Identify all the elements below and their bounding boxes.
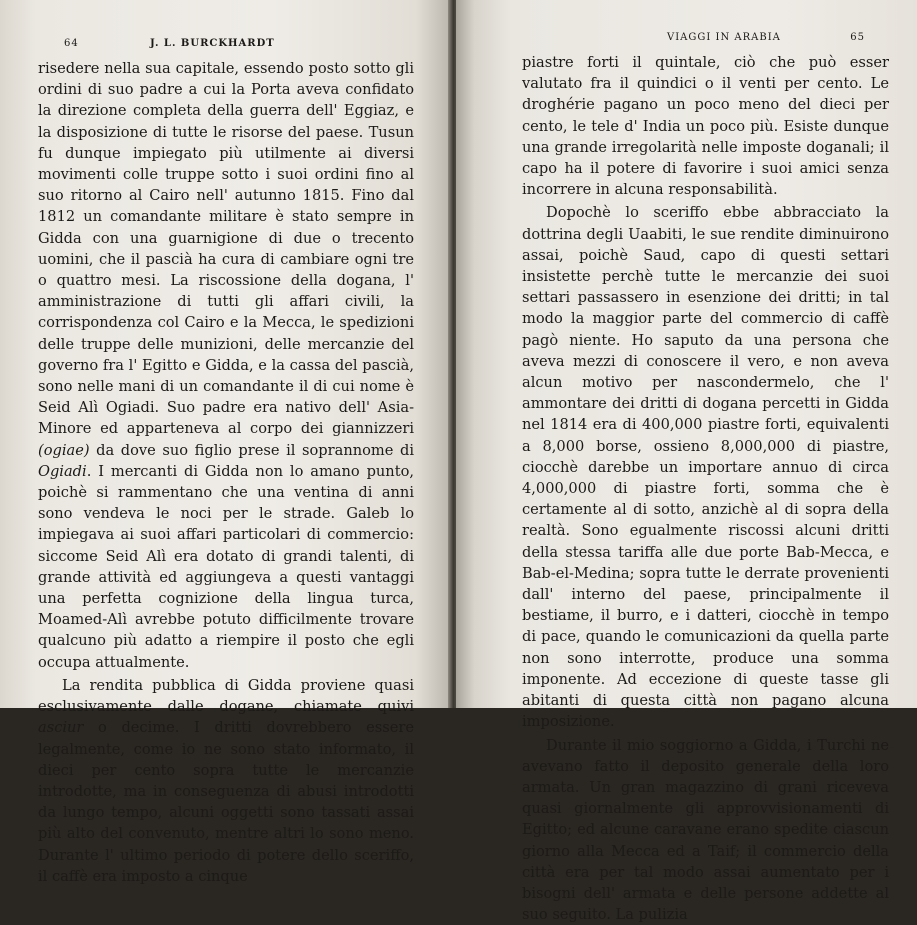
text-run: Durante il mio soggiorno a Gidda, i Turchi ne avevano fatto il deposito generale della loro armata. Un gran magazzino di grani riceveva quasi giornalmente gli approvvisionamenti di Egitto; ed alcune caravane erano spedite ciascun giorno alla Mecca ed a Taif; il commercio della città era per tal modo assai aumentato per i bisogni dell' armata e delle persone addette al suo seguito. La pulizia <box>522 737 889 924</box>
text-run: Dopochè lo sceriffo ebbe abbracciato la dottrina degli Uaabiti, le sue rendite diminuirono assai, poichè Saud, capo di questi settari insistette perchè tutte le mercanzie dei suoi settari passassero in esenzione dei dritti; in tal modo la maggior parte del commercio di caffè pagò niente. Ho saputo da una persona che aveva mezzi di conoscere il vero, e non aveva alcun motivo per nascondermelo, che l' ammontare dei dritti di dogana percetti in Gidda nel 1814 era di 400,000 piastre forti, equivalenti a 8,000 borse, ossieno 8,000,000 di piastre, ciocchè darebbe un importare annuo di circa 4,000,000 di piastre forti, somma che è certamente al di sotto, anzichè al di sopra della realtà. Sono egualmente riscossi alcuni dritti della stessa tariffa alle due porte Bab-Mecca, e Bab-el-Medina; sopra tutte le derrate provenienti dall' interno del paese, principalmente il bestiame, il burro, e i datteri, ciocchè in tempo di pace, quando le comunicazioni da quella parte non sono interrotte, produce una somma imponente. Ad eccezione di queste tasse gli abitanti di questa città non pagano alcuna imposizione. <box>522 204 889 730</box>
italic-term: Ogiadi <box>38 463 87 480</box>
left-page-number: 64 <box>64 38 79 49</box>
left-page <box>0 0 452 708</box>
text-run: . I mercanti di Gidda non lo amano punto, poichè si rammentano che una ventina di anni sono vendeva le noci per le strade. Galeb lo impiegava ai suoi affari particolari di commercio: siccome Seid Alì era dotato di grandi talenti, di grande attività ed aggiungeva a questi vantaggi una perfetta cognizione della lingua turca, Moamed-Alì avrebbe potuto difficilmente trovare qualcuno più adatto a riempire il posto che egli occupa attualmente. <box>38 463 414 671</box>
left-paragraph-1 <box>38 58 414 673</box>
italic-term: asciur <box>38 719 83 736</box>
text-run: risedere nella sua capitale, essendo posto sotto gli ordini di suo padre a cui la Porta aveva confidato la direzione completa della guerra dell' Eggiaz, e la disposizione di tutte le risorse del paese. Tusun fu dunque impiegato più utilmente ai diversi movimenti colle truppe sotto i suoi ordini fino al suo ritorno al Cairo nell' autunno 1815. Fino dal 1812 un comandante militare è stato sempre in Gidda con una guarnigione di due o trecento uomini, che il pascià ha cura di cambiare ogni tre o quattro mesi. La riscossione della dogana, l' amministrazione di tutti gli affari civili, la corrispondenza col Cairo e la Mecca, le spedizioni delle truppe delle munizioni, delle mercanzie del governo fra l' Egitto e Gidda, e la cassa del pascià, sono nelle mani di un comandante il di cui nome è Seid Alì Ogiadi. Suo padre era nativo dell' Asia-Minore ed apparteneva al corpo dei giannizzeri <box>38 60 414 437</box>
right-paragraph-1 <box>522 52 889 200</box>
left-running-title: J. L. BURCKHARDT <box>150 38 275 49</box>
left-page-text <box>38 58 414 887</box>
text-run: piastre forti il quintale, ciò che può esser valutato fra il quindici o il venti per cento. Le droghérie pagano un poco meno del dieci per cento, le tele d' India un poco più. Esiste dunque una grande irregolarità nelle imposte doganali; il capo ha il potere di favorire i suoi amici senza incorrere in alcuna responsabilità. <box>522 54 889 198</box>
right-page-text <box>522 52 889 925</box>
text-run: La rendita pubblica di Gidda proviene quasi esclusivamente dalle dogane, chiamate quivi <box>38 677 414 715</box>
left-paragraph-2 <box>38 675 414 887</box>
right-running-head <box>522 32 889 46</box>
right-paragraph-3 <box>522 735 889 925</box>
text-run: o decime. I dritti dovrebbero essere legalmente, come io ne sono stato informato, il dieci per cento sopra tutte le mercanzie introdotte, ma in conseguenza di abusi introdotti da lungo tempo, alcuni oggetti sono tassati assai più alto del convenuto, mentre altri lo sono meno. Durante l' ultimo periodo di potere dello sceriffo, il caffè era imposto a cinque <box>38 719 414 884</box>
italic-term: (ogiae) <box>38 442 90 459</box>
right-page-number: 65 <box>850 32 865 43</box>
left-running-head <box>30 38 414 52</box>
right-paragraph-2 <box>522 202 889 732</box>
text-run: da dove suo figlio prese il soprannome di <box>90 442 414 459</box>
right-running-title: VIAGGI IN ARABIA <box>667 32 781 43</box>
right-page <box>456 0 917 708</box>
